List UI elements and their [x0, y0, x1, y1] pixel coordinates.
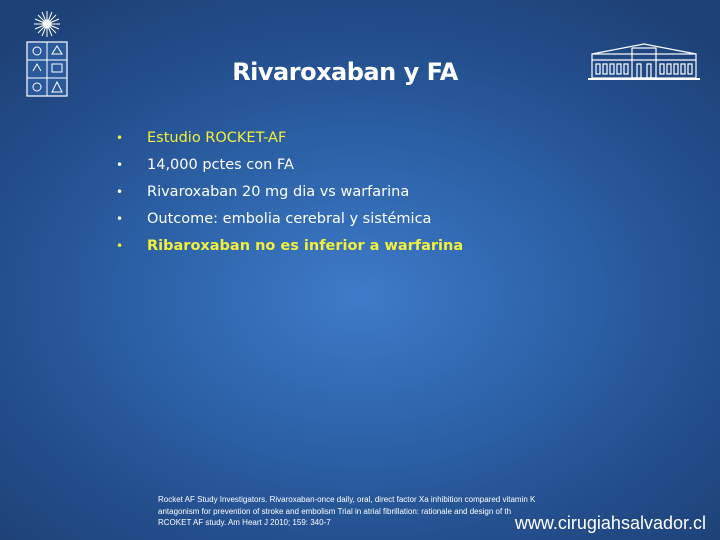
bullet-marker: •: [116, 211, 124, 226]
bullet-marker: •: [116, 130, 124, 145]
bullet-list: [116, 124, 463, 259]
university-crest-icon: [22, 8, 72, 100]
bullet-marker: •: [116, 157, 124, 172]
reference-line: Rocket AF Study Investigators. Rivaroxaban-once daily, oral, direct factor Xa inhibition compared vitamin K: [158, 495, 536, 504]
reference-line: RCOKET AF study. Am Heart J 2010; 159: 340-7: [158, 518, 331, 527]
bullet-item: [116, 151, 463, 178]
bullet-item: [116, 124, 463, 151]
bullet-text: Estudio ROCKET-AF: [147, 129, 287, 146]
bullet-marker: •: [116, 184, 124, 199]
website-footer: www.cirugiahsalvador.cl: [514, 513, 706, 533]
bullet-text: Ribaroxaban no es inferior a warfarina: [147, 237, 464, 254]
slide-title: Rivaroxaban y FA: [232, 58, 458, 86]
bullet-text: Rivaroxaban 20 mg dia vs warfarina: [147, 183, 410, 200]
reference-line: antagonism for prevention of stroke and embolism Trial in atrial fibrillation: rationale and design of th: [158, 506, 512, 516]
bullet-text: Outcome: embolia cerebral y sistémica: [147, 210, 432, 227]
bullet-marker: •: [116, 238, 124, 253]
bullet-item: [116, 178, 463, 205]
bullet-item: [116, 205, 463, 232]
bullet-item: [116, 232, 463, 259]
bullet-text: 14,000 pctes con FA: [147, 156, 294, 173]
